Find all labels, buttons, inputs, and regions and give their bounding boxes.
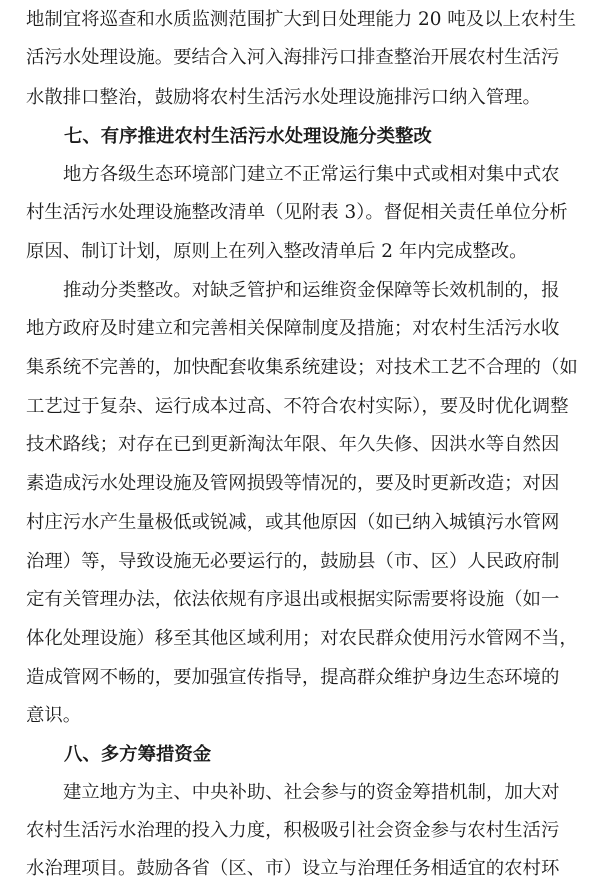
paragraph-line: 技术路线；对存在已到更新淘汰年限、年久失修、因洪水等自然因 [26,434,560,455]
paragraph-line: 集系统不完善的，加快配套收集系统建设；对技术工艺不合理的（如 [26,357,578,378]
paragraph-line: 地制宜将巡查和水质监测范围扩大到日处理能力 20 吨及以上农村生 [26,9,577,30]
paragraph-line: 定有关管理办法，依法依规有序退出或根据实际需要将设施（如一 [26,589,560,610]
paragraph-line: 造成管网不畅的，要加强宣传指导，提高群众维护身边生态环境的 [26,667,560,688]
paragraph-line: 素造成污水处理设施及管网损毁等情况的，要及时更新改造；对因 [26,473,560,494]
paragraph-line: 地方政府及时建立和完善相关保障制度及措施；对农村生活污水收 [26,318,560,339]
paragraph-line: 农村生活污水治理的投入力度，积极吸引社会资金参与农村生活污 [26,820,560,841]
paragraph-line: 意识。 [26,705,82,726]
paragraph-line: 体化处理设施）移至其他区域利用；对农民群众使用污水管网不当， [26,628,578,649]
section-heading-seven: 七、有序推进农村生活污水处理设施分类整改 [64,126,432,147]
paragraph-line: 治理）等，导致设施无必要运行的，鼓励县（市、区）人民政府制 [26,551,560,572]
paragraph-line: 地方各级生态环境部门建立不正常运行集中式或相对集中式农 [63,164,560,185]
paragraph-line: 村生活污水处理设施整改清单（见附表 3）。督促相关责任单位分析 [26,202,568,223]
paragraph-line: 水散排口整治，鼓励将农村生活污水处理设施排污口纳入管理。 [26,87,541,108]
paragraph-line: 水治理项目。鼓励各省（区、市）设立与治理任务相适宜的农村环 [26,858,560,879]
paragraph-line: 村庄污水产生量极低或锐减，或其他原因（如已纳入城镇污水管网 [26,512,560,533]
section-heading-eight: 八、多方筹措资金 [64,744,212,765]
paragraph-line: 推动分类整改。对缺乏管护和运维资金保障等长效机制的，报 [63,280,560,301]
paragraph-line: 建立地方为主、中央补助、社会参与的资金筹措机制，加大对 [63,782,560,803]
paragraph-line: 原因、制订计划，原则上在列入整改清单后 2 年内完成整改。 [26,241,528,262]
paragraph-line: 活污水处理设施。要结合入河入海排污口排查整治开展农村生活污 [26,47,560,68]
paragraph-line: 工艺过于复杂、运行成本过高、不符合农村实际），要及时优化调整 [26,396,569,417]
